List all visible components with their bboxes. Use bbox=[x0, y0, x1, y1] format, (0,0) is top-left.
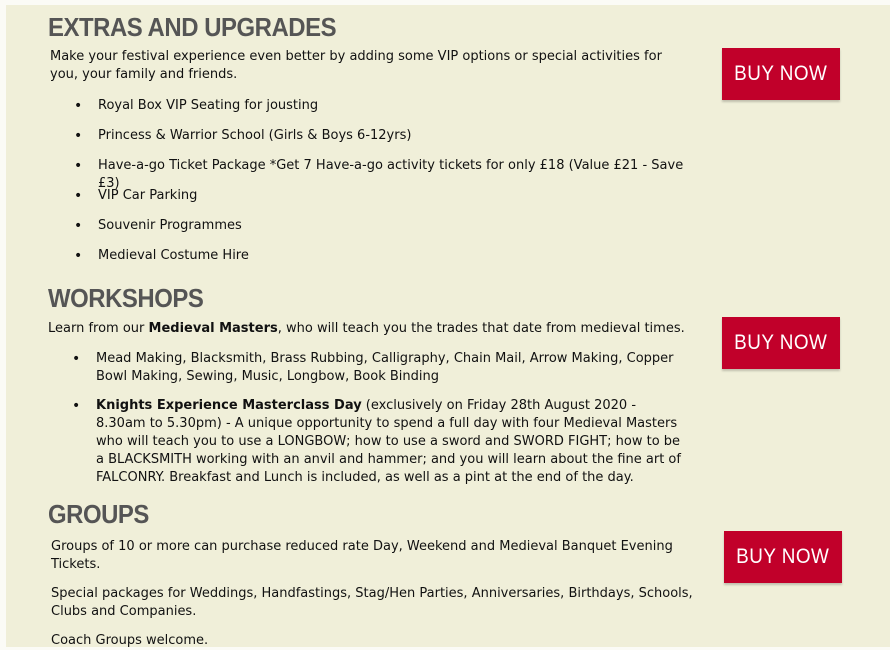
extras-section bbox=[48, 12, 688, 84]
list-item: • Souvenir Programmes bbox=[74, 218, 242, 234]
groups-buy-now-label: BUY NOW bbox=[736, 545, 830, 568]
list-item: • Mead Making, Blacksmith, Brass Rubbing, Calligraphy, Chain Mail, Arrow Making, Copper Bowl Making, Sewing, Music, Longbow, Book Binding bbox=[72, 351, 674, 384]
bullet-icon: • bbox=[74, 128, 83, 144]
workshops-buy-now-label: BUY NOW bbox=[734, 331, 828, 354]
list-item: • Have-a-go Ticket Package *Get 7 Have-a-go activity tickets for only £18 (Value £21 - Save £3) bbox=[74, 158, 684, 191]
groups-para-2: Special packages for Weddings, Handfastings, Stag/Hen Parties, Anniversaries, Birthdays, Schools, Clubs and Companies. bbox=[51, 586, 693, 619]
bullet-icon: • bbox=[74, 248, 83, 264]
bullet-icon: • bbox=[74, 218, 83, 234]
left-edge bbox=[0, 0, 6, 650]
list-item: • Knights Experience Masterclass Day (exclusively on Friday 28th August 2020 - 8.30am to 5.30pm) - A unique opportunity to spend a full day with four Medieval Masters who will teach you to use a LONGBOW; how to use a sword and SWORD FIGHT; how to be a BLACKSMITH working with an anvil and hammer; and you will learn about the fine art of FALCONRY. Breakfast and Lunch is included, as well as a pint at the end of the day. bbox=[72, 398, 681, 485]
workshops-intro: Learn from our Medieval Masters, who will teach you the trades that date from medieval times. bbox=[48, 321, 685, 336]
bullet-icon: • bbox=[72, 398, 81, 414]
extras-buy-now-label: BUY NOW bbox=[734, 62, 828, 85]
groups-section bbox=[48, 499, 708, 650]
list-item: • VIP Car Parking bbox=[74, 188, 198, 204]
extras-heading: EXTRAS AND UPGRADES bbox=[48, 12, 337, 42]
extras-intro: Make your festival experience even better by adding some VIP options or special activities for you, your family and friends. bbox=[50, 49, 662, 82]
groups-para-1: Groups of 10 or more can purchase reduced rate Day, Weekend and Medieval Banquet Evening Tickets. bbox=[51, 539, 673, 572]
bullet-icon: • bbox=[74, 158, 83, 174]
groups-para-3: Coach Groups welcome. bbox=[51, 633, 209, 648]
top-edge bbox=[0, 0, 890, 5]
bullet-icon: • bbox=[74, 98, 83, 114]
list-item: • Royal Box VIP Seating for jousting bbox=[74, 98, 319, 114]
list-item: • Medieval Costume Hire bbox=[74, 248, 249, 264]
groups-heading: GROUPS bbox=[48, 499, 149, 529]
workshops-heading: WORKSHOPS bbox=[48, 283, 204, 313]
extras-list bbox=[48, 97, 708, 277]
bullet-icon: • bbox=[74, 188, 83, 204]
groups-buy-now-button[interactable] bbox=[724, 531, 842, 583]
workshops-buy-now-button[interactable] bbox=[722, 317, 840, 369]
workshops-list bbox=[46, 350, 686, 487]
list-item: • Princess & Warrior School (Girls & Boys 6-12yrs) bbox=[74, 128, 412, 144]
extras-buy-now-button[interactable] bbox=[722, 48, 840, 100]
bullet-icon: • bbox=[72, 351, 81, 367]
workshops-section bbox=[48, 283, 698, 338]
